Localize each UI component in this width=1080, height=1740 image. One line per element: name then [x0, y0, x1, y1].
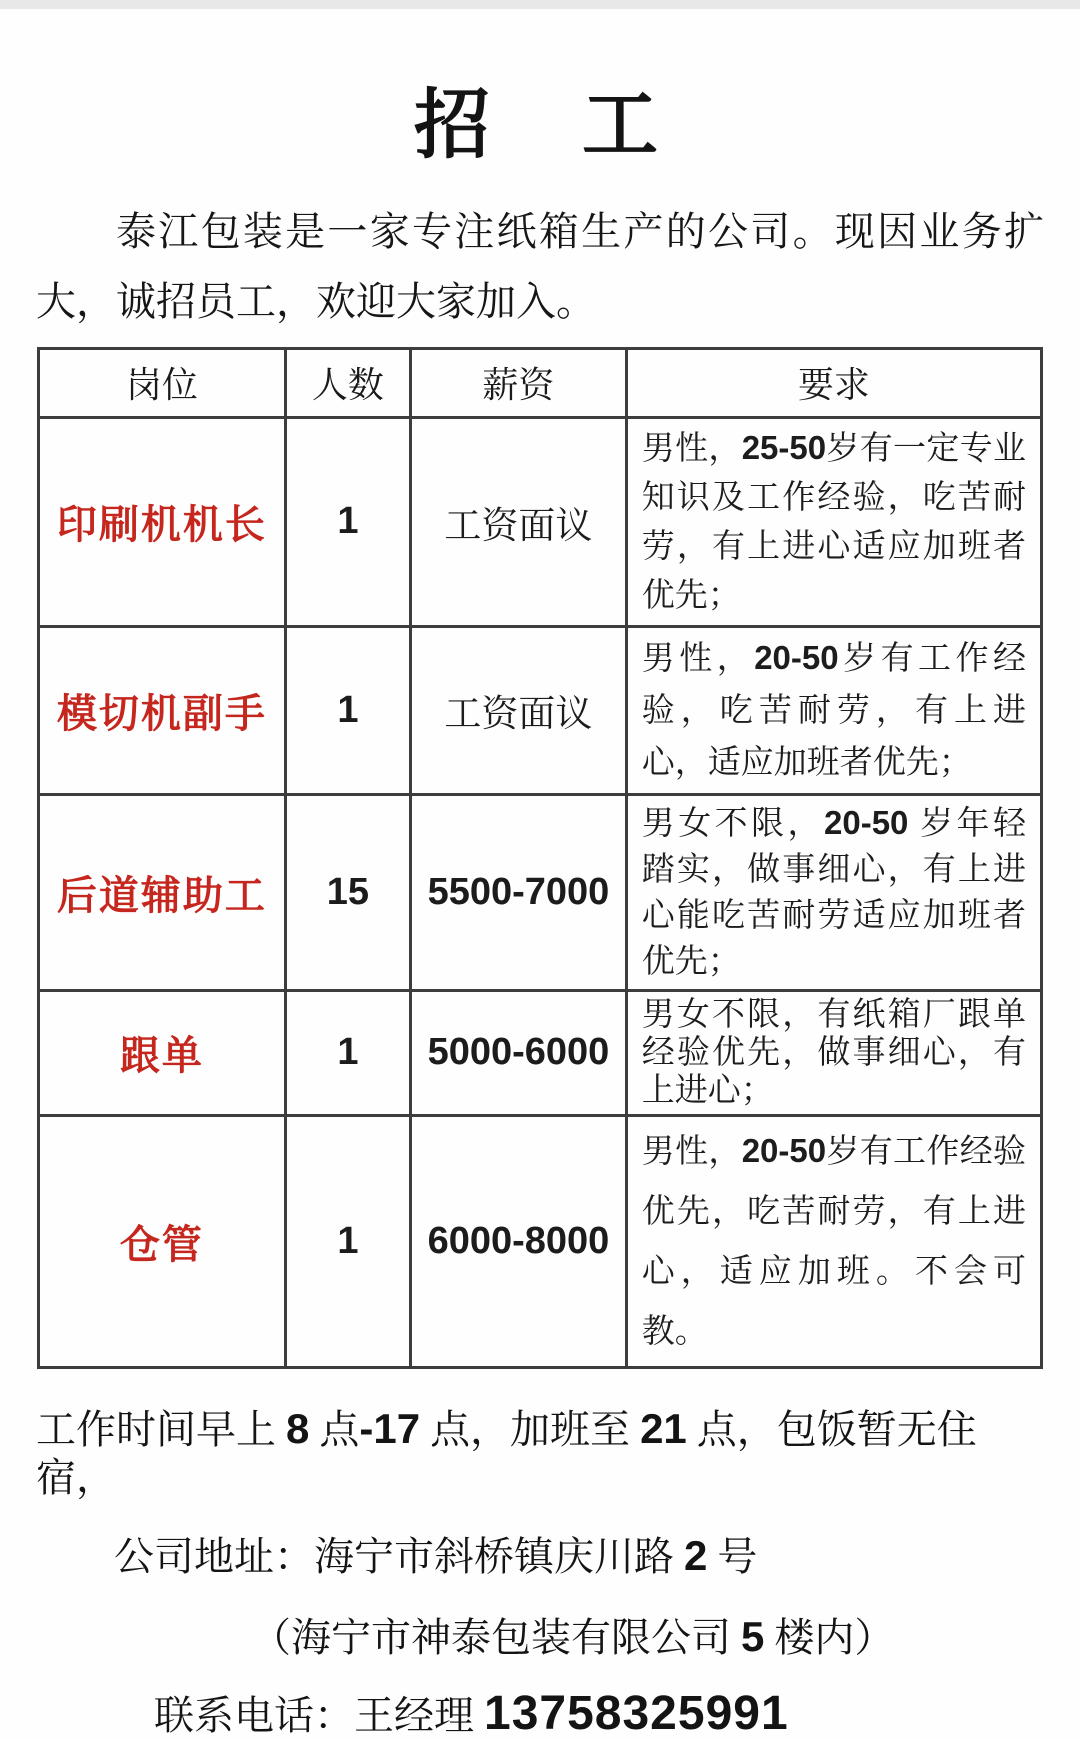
text-segment: 岁年轻踏实，做事细心，有上进心能吃苦耐劳适应加班者优先；	[641, 805, 1027, 980]
company-address-line	[36, 1532, 1044, 1581]
number-segment: 21	[640, 1404, 687, 1452]
text-segment: 楼内）	[764, 1614, 895, 1660]
scan-edge-strip	[0, 0, 1080, 9]
position-name: 仓管	[39, 1115, 286, 1367]
requirements-text	[626, 626, 1041, 794]
jobs-table	[37, 347, 1043, 1369]
position-name: 印刷机机长	[39, 417, 286, 626]
header-position: 岗位	[39, 348, 286, 417]
salary-value	[411, 1115, 627, 1367]
text-segment: 男女不限，有纸箱厂跟单经验优先，做事细心，有上进心；	[641, 996, 1026, 1109]
text-segment: 工资面议	[444, 694, 593, 736]
number-segment: 5500-7000	[427, 870, 610, 913]
table-header-row	[39, 348, 1042, 417]
number-segment: 6000-8000	[427, 1219, 610, 1262]
intro-paragraph: 泰江包装是一家专注纸箱生产的公司。现因业务扩大，诚招员工，欢迎大家加入。	[36, 208, 1044, 324]
number-segment: 13758325991	[484, 1686, 789, 1740]
text-segment: 号	[707, 1533, 758, 1579]
requirements-text	[626, 417, 1041, 626]
number-segment: 25-50	[741, 428, 827, 466]
contact-phone-line	[36, 1686, 1044, 1740]
header-requirements: 要求	[626, 348, 1041, 417]
salary-value	[411, 794, 627, 990]
text-segment: 点，加班至	[420, 1406, 641, 1452]
job-row-order-follower	[39, 990, 1042, 1115]
job-row-printing-machine-captain	[39, 417, 1042, 626]
work-hours-line	[36, 1405, 1044, 1502]
job-row-warehouse-keeper	[39, 1115, 1042, 1367]
number-segment: 8	[286, 1404, 310, 1452]
job-row-finishing-helper	[39, 794, 1042, 990]
salary-value	[411, 990, 627, 1115]
text-segment: 工资面议	[444, 505, 593, 547]
text-segment: 联系电话：王经理	[154, 1692, 484, 1738]
headcount-value: 1	[285, 626, 410, 794]
requirements-text	[626, 1115, 1041, 1367]
header-salary: 薪资	[411, 348, 627, 417]
salary-value	[411, 417, 627, 626]
position-name: 后道辅助工	[39, 794, 286, 990]
number-segment: 20-50	[741, 1131, 827, 1169]
number-segment: 5	[741, 1612, 765, 1660]
headcount-value: 1	[285, 417, 410, 626]
header-headcount: 人数	[285, 348, 410, 417]
number-segment: 2	[684, 1531, 708, 1579]
text-segment: 点，包饭暂无住宿，	[36, 1406, 977, 1500]
text-segment: 工作时间早上	[36, 1406, 286, 1452]
headcount-value: 1	[285, 1115, 410, 1367]
position-name: 跟单	[39, 990, 286, 1115]
headcount-value: 1	[285, 990, 410, 1115]
requirements-text	[626, 990, 1041, 1115]
text-segment: 岁有一定专业知识及工作经验，吃苦耐劳，有上进心适应加班者优先；	[641, 430, 1027, 614]
headcount-value: 15	[285, 794, 410, 990]
text-segment: 岁有工作经验，吃苦耐劳，有上进心，适应加班者优先；	[641, 640, 1027, 781]
address-note-line	[36, 1613, 1044, 1662]
job-row-die-cutter-assistant	[39, 626, 1042, 794]
text-segment: 岁有工作经验优先，吃苦耐劳，有上进心，适应加班。不会可教。	[641, 1133, 1027, 1350]
number-segment: -17	[359, 1404, 421, 1452]
text-segment: 男性，	[641, 640, 755, 677]
salary-value	[411, 626, 627, 794]
requirements-text	[626, 794, 1041, 990]
poster-title: 招 工	[414, 84, 666, 168]
text-segment: 公司地址：海宁市斜桥镇庆川路	[114, 1533, 684, 1579]
number-segment: 20-50	[754, 638, 839, 676]
text-segment: 男女不限，	[641, 805, 824, 842]
number-segment: 20-50	[824, 803, 909, 841]
number-segment: 5000-6000	[427, 1031, 610, 1074]
text-segment: 男性，	[641, 1133, 742, 1170]
text-segment: 男性，	[641, 430, 742, 467]
text-segment: 点	[309, 1406, 360, 1452]
position-name: 模切机副手	[39, 626, 286, 794]
text-segment: （海宁市神泰包装有限公司	[251, 1614, 741, 1660]
poster-footer	[36, 1405, 1044, 1740]
